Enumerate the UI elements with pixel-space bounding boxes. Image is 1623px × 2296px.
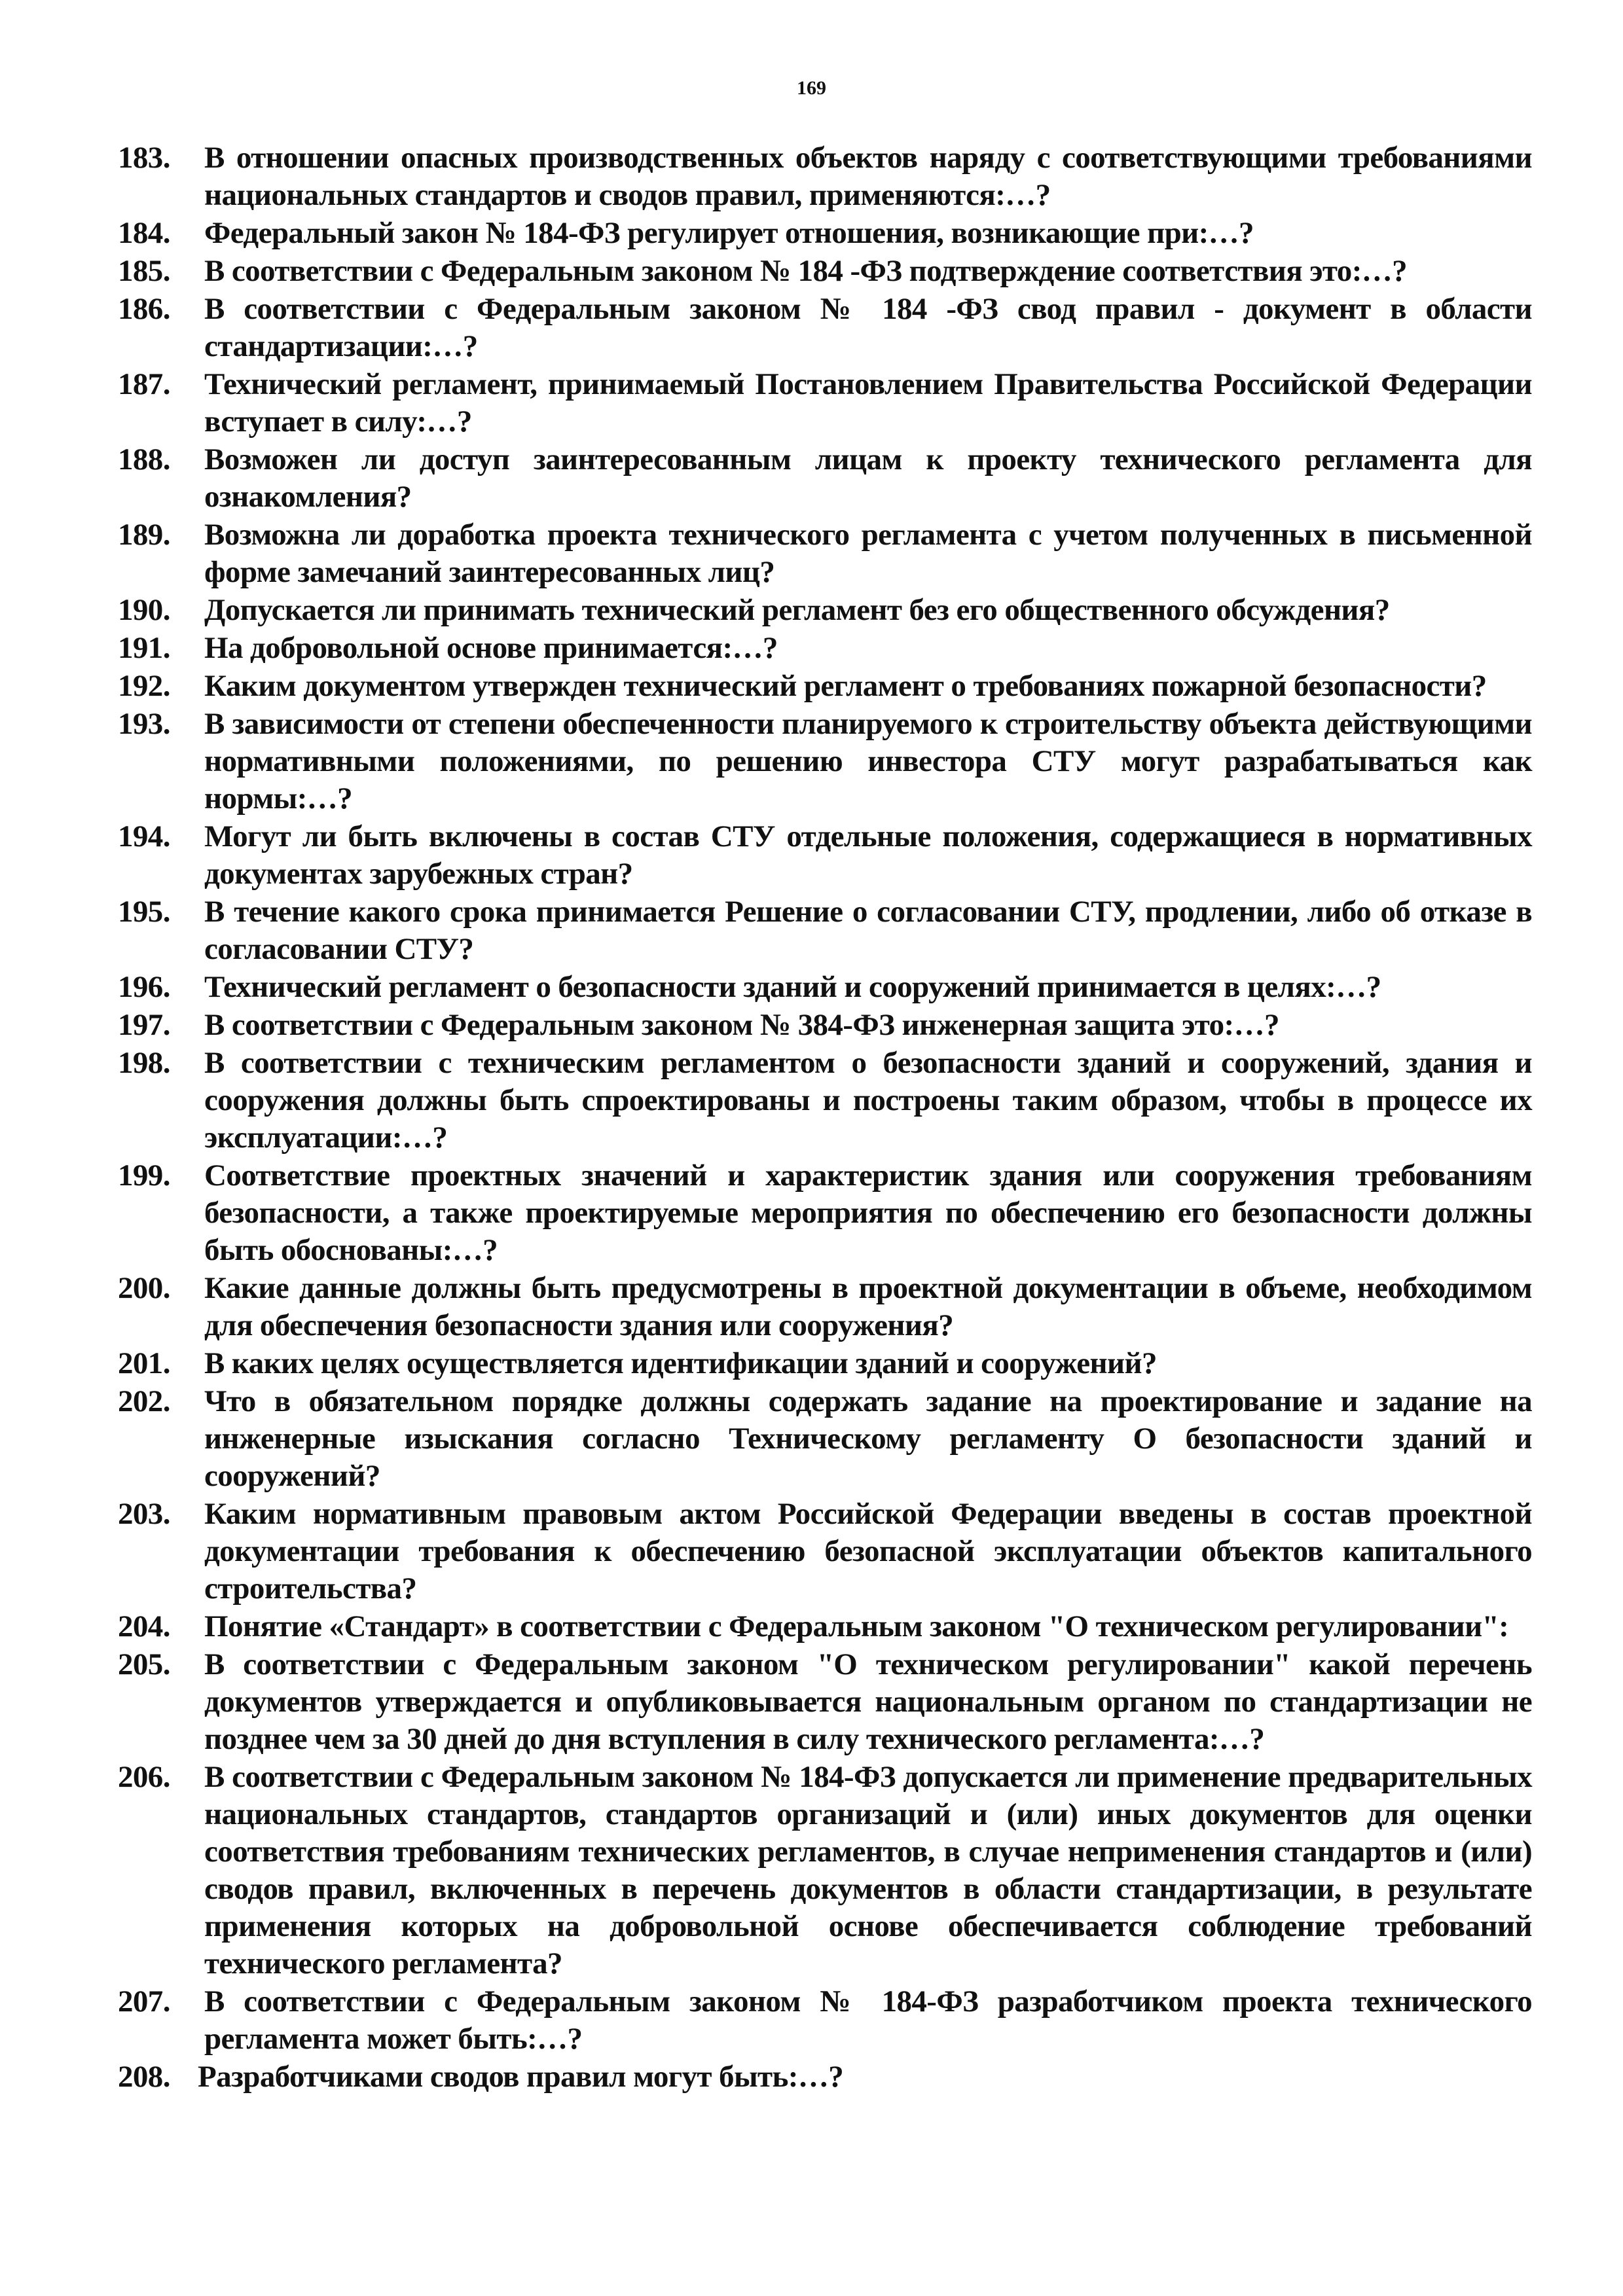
question-text: В соответствии с Федеральным законом № 184 -ФЗ подтверждение соответствия это:…? [204, 254, 1408, 288]
question-number: 208. [118, 2060, 170, 2094]
list-item [118, 253, 1532, 290]
list-item [118, 1983, 1532, 2058]
question-number: 197. [118, 1008, 170, 1042]
list-item [118, 139, 1532, 214]
list-item [118, 893, 1532, 968]
question-text: В соответствии с Федеральным законом № 184-ФЗ разработчиком проекта технического регламента может быть:…? [204, 1984, 1532, 2056]
question-text: Технический регламент, принимаемый Постановлением Правительства Российской Федерации вступает в силу:…? [204, 367, 1532, 439]
list-item [118, 215, 1532, 252]
list-item [118, 1045, 1532, 1157]
question-text: В соответствии с Федеральным законом № 184-ФЗ допускается ли применение предварительных национальных стандартов, стандартов организаций и (или) иных документов для оценки соответствия требованиям технических регламентов, в случае неприменения стандартов и (или) сводов правил, включенных в перечень документов в области стандартизации, в результате применения которых на добровольной основе обеспечивается соблюдение требований технического регламента? [204, 1760, 1532, 1981]
question-number: 207. [118, 1984, 170, 2018]
question-number: 190. [118, 593, 170, 627]
question-text: В соответствии с Федеральным законом № 384-ФЗ инженерная защита это:…? [204, 1008, 1279, 1042]
question-text: Соответствие проектных значений и характеристик здания или сооружения требованиям безопасности, а также проектируемые мероприятия по обеспечению его безопасности должны быть обоснованы:…? [204, 1158, 1532, 1267]
question-number: 194. [118, 819, 170, 853]
question-text: Допускается ли принимать технический регламент без его общественного обсуждения? [204, 593, 1390, 627]
question-number: 196. [118, 970, 170, 1004]
question-number: 186. [118, 292, 170, 326]
question-number: 185. [118, 254, 170, 288]
question-text: Федеральный закон № 184-ФЗ регулирует отношения, возникающие при:…? [204, 216, 1254, 250]
question-number: 202. [118, 1384, 170, 1418]
question-number: 199. [118, 1158, 170, 1193]
list-item [118, 441, 1532, 516]
question-number: 204. [118, 1609, 170, 1643]
question-text: В соответствии с Федеральным законом № 184 -ФЗ свод правил - документ в области стандартизации:…? [204, 292, 1532, 363]
list-item [118, 2058, 1532, 2096]
list-item [118, 366, 1532, 440]
question-list [118, 139, 1532, 2096]
list-item [118, 630, 1532, 667]
list-item [118, 1383, 1532, 1495]
question-text: Разработчиками сводов правил могут быть:…? [198, 2060, 844, 2094]
question-number: 192. [118, 669, 170, 703]
question-text: В течение какого срока принимается Решение о согласовании СТУ, продлении, либо об отказе в согласовании СТУ? [204, 895, 1532, 966]
list-item [118, 818, 1532, 893]
question-text: В зависимости от степени обеспеченности планируемого к строительству объекта действующими нормативными положениями, по решению инвестора СТУ могут разрабатываться как нормы:…? [204, 707, 1532, 816]
question-number: 188. [118, 442, 170, 476]
list-item [118, 291, 1532, 365]
list-item [118, 1270, 1532, 1344]
list-item [118, 706, 1532, 817]
question-number: 205. [118, 1647, 170, 1681]
question-text: В соответствии с Федеральным законом "О техническом регулировании" какой перечень документов утверждается и опубликовывается национальным органом по стандартизации не позднее чем за 30 дней до дня вступления в силу технического регламента:…? [204, 1647, 1532, 1756]
question-number: 189. [118, 518, 170, 552]
list-item [118, 1646, 1532, 1758]
list-item [118, 516, 1532, 591]
question-text: В соответствии с техническим регламентом о безопасности зданий и сооружений, здания и сооружения должны быть спроектированы и построены таким образом, чтобы в процессе их эксплуатации:…? [204, 1046, 1532, 1155]
list-item [118, 1157, 1532, 1269]
question-text: На добровольной основе принимается:…? [204, 631, 778, 665]
question-number: 200. [118, 1271, 170, 1305]
question-number: 193. [118, 707, 170, 741]
question-text: Что в обязательном порядке должны содержать задание на проектирование и задание на инженерные изыскания согласно Техническому регламенту О безопасности зданий и сооружений? [204, 1384, 1532, 1493]
question-number: 206. [118, 1760, 170, 1794]
question-number: 187. [118, 367, 170, 401]
list-item [118, 1345, 1532, 1382]
question-number: 201. [118, 1346, 170, 1380]
list-item [118, 1007, 1532, 1044]
question-text: В отношении опасных производственных объектов наряду с соответствующими требованиями национальных стандартов и сводов правил, применяются:…? [204, 141, 1532, 212]
question-text: Какие данные должны быть предусмотрены в проектной документации в объеме, необходимом для обеспечения безопасности здания или сооружения? [204, 1271, 1532, 1342]
question-text: Возможен ли доступ заинтересованным лицам к проекту технического регламента для ознакомления? [204, 442, 1532, 514]
list-item [118, 969, 1532, 1006]
question-number: 183. [118, 141, 170, 175]
question-text: Возможна ли доработка проекта технического регламента с учетом полученных в письменной форме замечаний заинтересованных лиц? [204, 518, 1532, 589]
question-text: Каким документом утвержден технический регламент о требованиях пожарной безопасности? [204, 669, 1487, 703]
question-text: Технический регламент о безопасности зданий и сооружений принимается в целях:…? [204, 970, 1381, 1004]
question-text: Могут ли быть включены в состав СТУ отдельные положения, содержащиеся в нормативных документах зарубежных стран? [204, 819, 1532, 891]
list-item [118, 592, 1532, 629]
list-item [118, 1496, 1532, 1607]
page-number: 169 [797, 77, 826, 99]
question-number: 203. [118, 1497, 170, 1531]
list-item [118, 1608, 1532, 1645]
list-item [118, 1759, 1532, 1982]
list-item [118, 668, 1532, 705]
question-text: Каким нормативным правовым актом Российской Федерации введены в состав проектной документации требования к обеспечению безопасной эксплуатации объектов капитального строительства? [204, 1497, 1532, 1605]
question-text: В каких целях осуществляется идентификации зданий и сооружений? [204, 1346, 1157, 1380]
question-number: 191. [118, 631, 170, 665]
question-text: Понятие «Стандарт» в соответствии с Федеральным законом "О техническом регулировании": [204, 1609, 1509, 1643]
question-number: 195. [118, 895, 170, 929]
question-number: 184. [118, 216, 170, 250]
question-number: 198. [118, 1046, 170, 1080]
